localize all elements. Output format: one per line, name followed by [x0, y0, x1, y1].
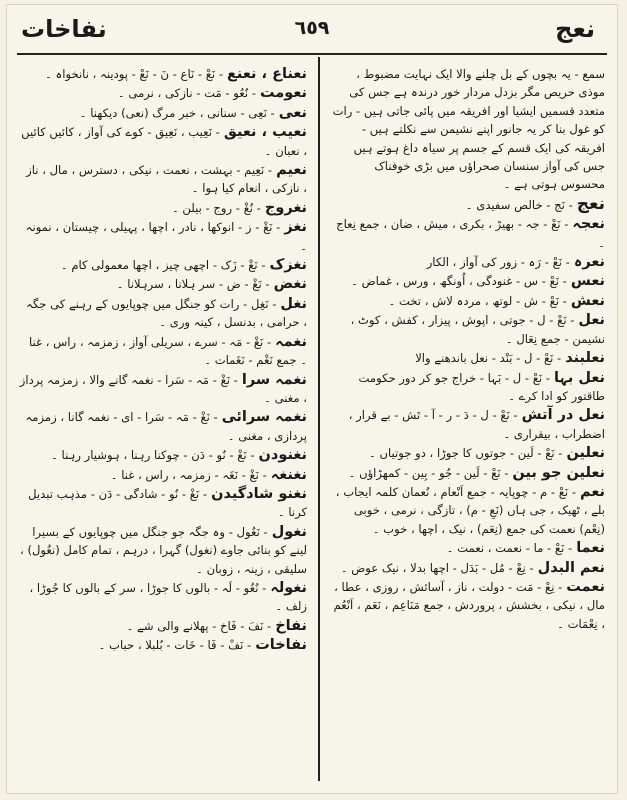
entry-definition: - نَعْ - ل - بَنْد - نعل باندھنے والا	[415, 351, 562, 366]
dictionary-entry	[19, 84, 307, 102]
entry-definition: - نَعِی - سنانی ، خبر مرگ (نعی) دیکھنا ۔	[79, 105, 275, 120]
dictionary-entry	[328, 578, 605, 633]
entry-headword: نغنو شادگیدن	[211, 485, 307, 502]
entry-definition: - نَعْ - ش - لوتھ ، مردہ لاش ، تخت ۔	[388, 293, 567, 308]
entry-headword: نغول	[271, 523, 307, 540]
dictionary-entry	[19, 636, 307, 654]
column-divider	[318, 57, 320, 781]
entry-definition: - نَعْ - ما - نعمت ، نعمت ۔	[446, 541, 573, 556]
entry-definition: - نَفَ - فَاخ - پھلانے والی شے ۔	[126, 618, 272, 633]
dictionary-entry	[19, 371, 307, 408]
entry-definition: - نَعْ - ل - بَہا - خراج جو کر دور حکومت طاقتور کو ادا کرے ۔	[358, 370, 605, 403]
entry-definition: سمع - یہ بچوں کے بل چلنے والا ایک نہایت مضبوط ، موذی حریص مگر بزدل مردار خور درندہ ہے جس کی متعدد قسمیں ایشیا اور افریقہ میں پائی جاتی ہیں - رات کو غول بنا کر یہ جانور اپنے نشیمن سے نکلتے ہیں - افریقہ کی ایک قسم کے جسم پر سیاہ داغ ہوتے ہیں جس کی آواز سنسان صحراؤں میں بڑی خوفناک محسوس ہوتی ہے ۔	[332, 67, 605, 192]
right-guide-word: نعج	[555, 15, 595, 43]
dictionary-entry	[328, 253, 605, 271]
entry-definition: - نُغُو - لَہ - بالوں کا جوڑا ، سر کے بالوں کا جُوڑا ، زلف ۔	[29, 580, 307, 614]
entry-headword: نعلبند	[565, 350, 605, 367]
entry-headword: نعی	[278, 104, 307, 121]
entry-headword: نعل در آتش	[521, 407, 605, 424]
entry-headword: نعم	[580, 483, 605, 500]
dictionary-entry	[328, 539, 605, 557]
entry-definition: - نَعِیب ، نَعِیق - کوے کی آواز ، کائیں کائیں ، نعبان ۔	[21, 125, 307, 158]
entry-headword: نفاخ	[275, 617, 307, 634]
entry-definition: - نَعْ - رَہ - زور کی آواز ، الکار	[426, 255, 570, 270]
dictionary-entry	[328, 406, 605, 443]
dictionary-entry	[19, 218, 307, 255]
dictionary-entry	[19, 446, 307, 464]
dictionary-entry	[19, 161, 307, 198]
entry-headword: نغولہ	[270, 579, 307, 596]
entry-definition: - نَغْ - ز - انوکھا ، نادر ، اچھا ، پہیلی ، چیستان ، نمونہ ۔	[25, 220, 307, 253]
entry-definition: - نَغْ - ض - سر ہلانا ، سرہلانا ۔	[116, 277, 270, 292]
dictionary-entry	[328, 464, 605, 482]
dictionary-entry	[19, 466, 307, 484]
entry-definition: - نَغْ - مَہ - سرے ، سریلی آواز ، زمزمہ ، راس ، غنا ۔ جمع نَغْم - نَغَمات ۔	[28, 334, 307, 368]
entry-headword: نعس	[570, 273, 605, 290]
entry-definition: - نَغْ - نُو - دَن - چوکنا رہنا ، ہوشیار رہنا ۔	[51, 448, 255, 463]
entry-definition: - نَغْ - نَغَہ - زمزمہ ، راس ، غنا ۔	[110, 467, 267, 482]
entry-headword: نغل	[280, 295, 307, 312]
entry-headword: نغض	[273, 276, 307, 293]
right-column	[328, 65, 605, 781]
left-column	[19, 65, 307, 781]
dictionary-entry	[19, 275, 307, 293]
entry-definition: - نَعْ - جہ - بھیڑ ، بکری ، میش ، ضان ، جمع نِعاج ۔	[336, 217, 605, 250]
entry-headword: نغز	[284, 219, 307, 236]
entry-definition: - نُعُو - مَت - نازکی ، نرمی ۔	[117, 86, 256, 101]
entry-headword: نعجہ	[572, 216, 605, 233]
dictionary-entry	[19, 295, 307, 332]
entry-definition: - نَغِل - رات کو جنگل میں چوپایوں کے رہنے کی جگہ ، حرامی ، بدنسل ، کینہ وری ۔	[26, 296, 307, 330]
entry-definition: - نَعِیم - بہشت ، نعمت ، نیکی ، دسترس ، مال ، ناز ، نازکی ، انعام کیا ہوا ۔	[26, 163, 307, 196]
entry-definition: - نَعْ - لَین - جُو - بِین - کمھڑاؤں ۔	[348, 465, 509, 480]
page-number: ٦٥٩	[294, 17, 330, 39]
entry-headword: نعج	[576, 193, 605, 214]
entry-headword: نعیب ، نعیق	[223, 124, 307, 141]
entry-definition: - نَعْ - نَاع - نَ - نَعْ - پودینہ ، نانخواہ ۔	[44, 67, 224, 81]
dictionary-entry	[19, 579, 307, 616]
entry-definition: - نَج - خالص سفیدی ۔	[465, 197, 573, 212]
entry-definition: - نَعْ - ل - جوتی ، اپوش ، پیزار ، کفش ، کوٹ ، نشیمن - جمع نِعَال ۔	[350, 313, 605, 346]
entry-headword: نعش	[570, 292, 605, 309]
entry-headword: نغمہ سرا	[241, 371, 307, 388]
entry-headword: نعیم	[276, 162, 307, 179]
entry-headword: نعل بہا	[553, 369, 605, 386]
entry-definition: - نَعْ - س - غنودگی ، اُونگھ ، ورس ، غماض ۔	[351, 274, 567, 289]
entry-definition: - نَعْ - لَین - جوتوں کا جوڑا ، دو جوتیاں ۔	[369, 446, 563, 461]
header-rule	[17, 53, 607, 55]
entry-definition: - نَغْ - زَک - اچھی چیز ، اچھا معمولی کام ۔	[60, 258, 266, 273]
dictionary-entry	[19, 333, 307, 370]
entry-definition: - نِعْ - مَت - دولت ، ناز ، آسائش ، روزی ، عطا ، مال ، نیکی ، بخشش ، پروردش ، جمع مَنَاعِم ، نَعَم ، اَنْعُم ، نِعْمَات ۔	[333, 579, 605, 631]
entry-headword: نغنودن	[258, 447, 307, 464]
dictionary-entry	[328, 369, 605, 406]
dictionary-entry	[19, 123, 307, 160]
page-header	[7, 5, 617, 51]
dictionary-entry	[328, 65, 605, 194]
entry-headword: نعم البدل	[537, 559, 605, 576]
entry-definition: - نُغْ - روج - بیلن ۔	[171, 200, 261, 215]
entry-definition: - نَغْ - مَہ - سَرا - نغمہ گانے والا ، زمزمہ پرداز ، مغنی ۔	[19, 372, 307, 405]
entry-headword: نغمہ سرائی	[221, 409, 307, 426]
dictionary-entry	[328, 559, 605, 577]
entry-headword: نعلین جو بین	[512, 464, 605, 481]
entry-definition: - نَعْ - ل - دَ - ر - آ - تَش - بے قرار ، اضطراب ، بیقراری ۔	[348, 408, 605, 441]
dictionary-entry	[328, 215, 605, 252]
dictionary-page	[6, 4, 618, 794]
entry-headword: نغزک	[269, 257, 307, 274]
entry-definition: - نَعْ - م - چوپایہ - جمع اَنْعام ، نُعمان کلمہ ایجاب ، بلے ، ٹھیک ، جی ہاں (نَعِ - م) ، تازگی ، نرمی ، خوبی (نِعْم) نعمت کی جمع (نِعَم) ، نیک ، اچھا ، خوب ۔	[335, 484, 605, 536]
dictionary-entry	[19, 408, 307, 445]
dictionary-entry	[328, 349, 605, 367]
entry-definition: - نِعْ - مُل - بَدَل - اچھا بدلا ، نیک عوض ۔	[340, 560, 534, 575]
entry-headword: نعمت	[566, 578, 605, 595]
entry-headword: نغنغہ	[270, 466, 307, 483]
entry-headword: نعناع ، نعنع	[227, 66, 307, 82]
dictionary-entry	[328, 195, 605, 214]
entry-headword: نعرہ	[573, 254, 605, 271]
dictionary-entry	[328, 444, 605, 462]
dictionary-entry	[19, 485, 307, 522]
entry-definition: - نَفْ - فَا - خَات - بُلبلا ، حباب ۔	[98, 638, 252, 653]
entry-headword: نعل	[578, 312, 605, 329]
entry-definition: - نَغْ - مَہ - سَرا - ای - نغمہ گانا ، زمزمہ پردازی ، مغنی ۔	[25, 410, 307, 443]
dictionary-entry	[328, 483, 605, 538]
entry-headword: نعومت	[259, 85, 307, 102]
dictionary-entry	[19, 199, 307, 217]
dictionary-entry	[19, 256, 307, 274]
dictionary-entry	[19, 523, 307, 578]
dictionary-entry	[19, 65, 307, 83]
dictionary-entry	[19, 617, 307, 635]
entry-headword: نعما	[576, 540, 605, 557]
dictionary-entry	[328, 311, 605, 348]
entry-headword: نفاخات	[255, 637, 307, 654]
entry-headword: نغمہ	[275, 333, 307, 350]
dictionary-entry	[328, 272, 605, 290]
entry-definition: - نَغْ - نُو - شادگی - دَن - مذہب تبدیل کرنا ۔	[28, 486, 307, 520]
entry-headword: نغروج	[264, 199, 307, 216]
entry-definition: - نَغُول - وہ جگہ جو جنگل میں چوپایوں کے بسیرا لینے کو بنائی جاوے (نغول) گہرا ، درہم ، تمام کامل (نغُول) ، سلیقی ، زینہ ، زوبان ۔	[20, 524, 307, 576]
entry-headword: نعلین	[566, 445, 605, 462]
dictionary-entry	[19, 104, 307, 122]
left-guide-word: نفاخات	[21, 15, 107, 43]
dictionary-entry	[328, 292, 605, 310]
